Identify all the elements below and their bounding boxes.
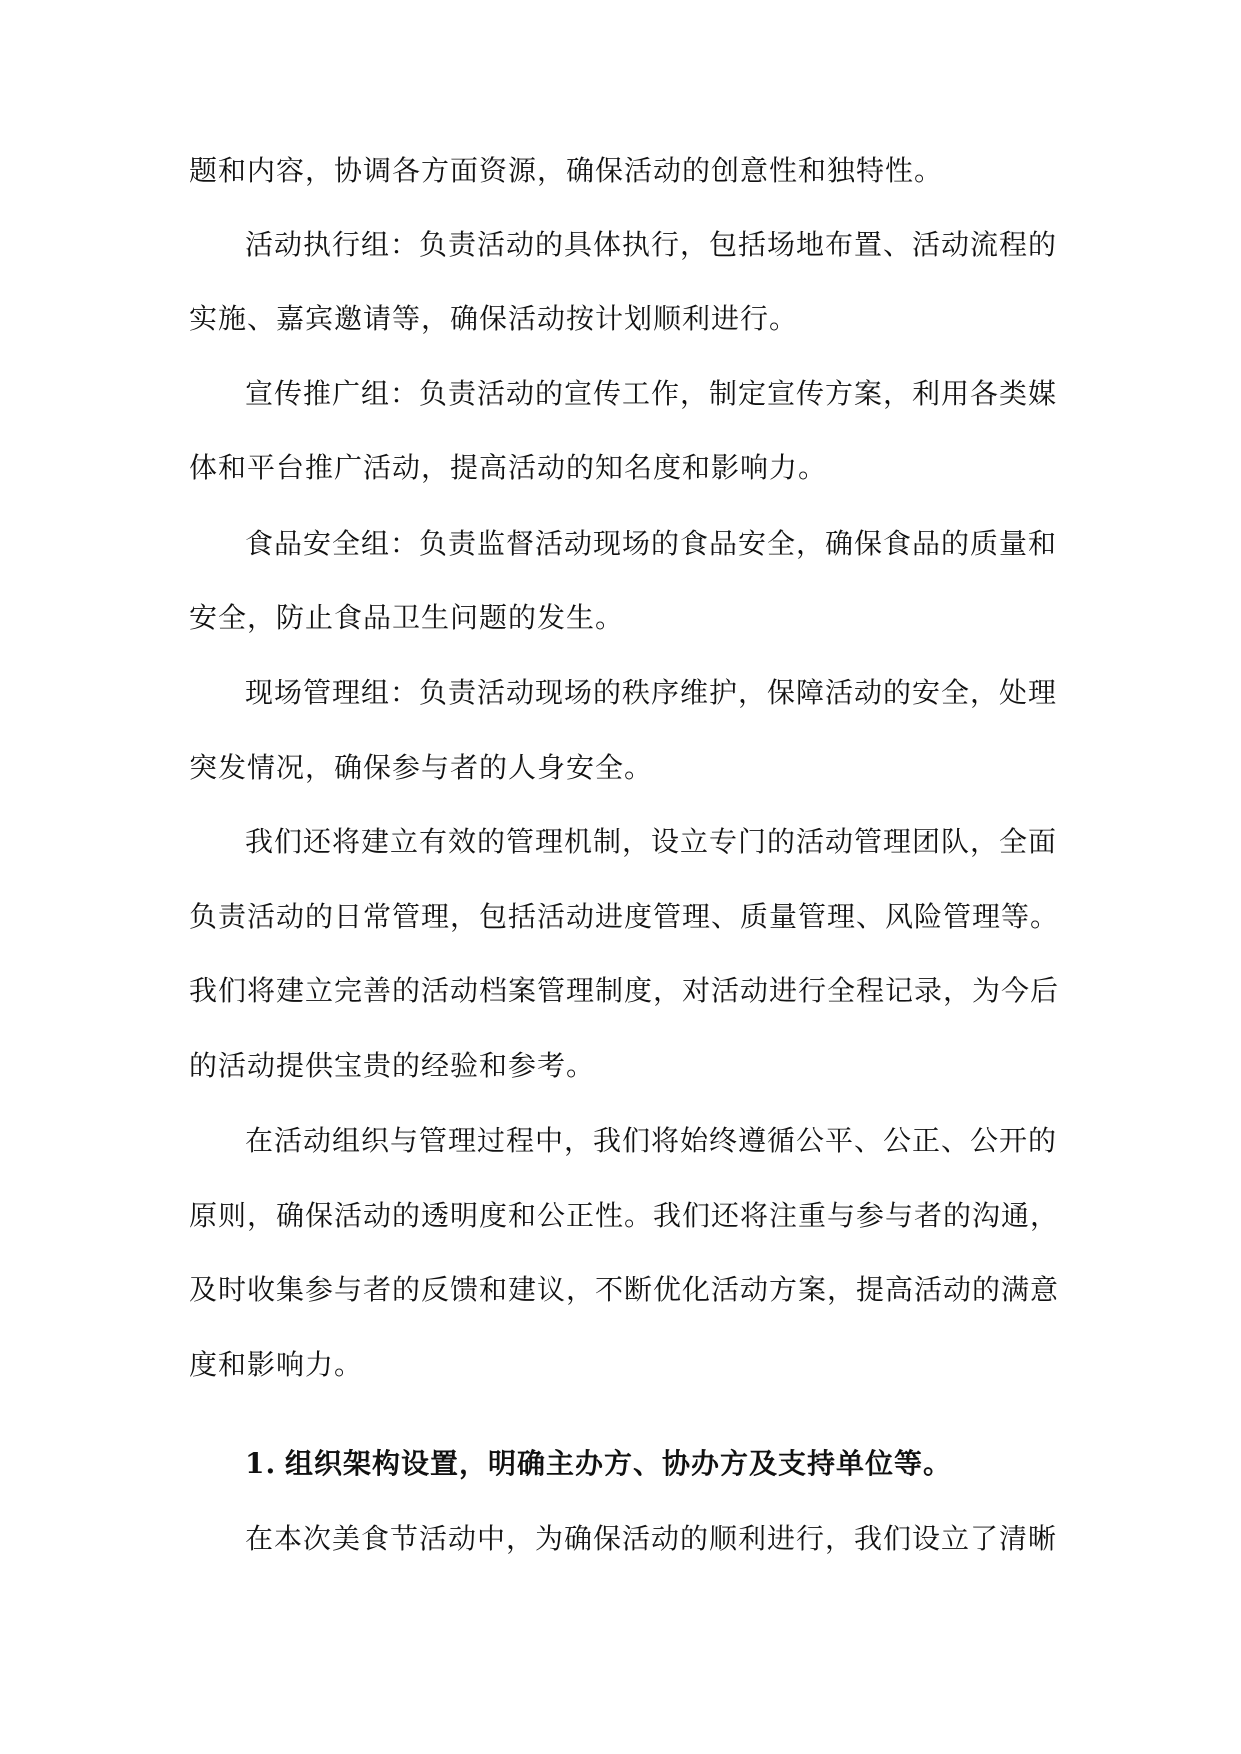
paragraph-line: 现场管理组：负责活动现场的秩序维护，保障活动的安全，处理: [245, 676, 1058, 709]
paragraph-line: 在本次美食节活动中，为确保活动的顺利进行，我们设立了清晰: [245, 1522, 1058, 1555]
paragraph-line: 题和内容，协调各方面资源，确保活动的创意性和独特性。: [189, 154, 944, 187]
paragraph-line: 活动执行组：负责活动的具体执行，包括场地布置、活动流程的: [245, 228, 1058, 261]
paragraph-line: 在活动组织与管理过程中，我们将始终遵循公平、公正、公开的: [245, 1124, 1058, 1157]
section-heading: [245, 1441, 1069, 1487]
section-heading-text: 组织架构设置，明确主办方、协办方及支持单位等。: [285, 1447, 953, 1480]
paragraph-line: 安全，防止食品卫生问题的发生。: [189, 601, 625, 634]
paragraph-line: 突发情况，确保参与者的人身安全。: [189, 751, 654, 784]
paragraph-line: 我们还将建立有效的管理机制，设立专门的活动管理团队，全面: [245, 825, 1058, 858]
paragraph-line: 食品安全组：负责监督活动现场的食品安全，确保食品的质量和: [245, 527, 1058, 560]
paragraph-line: 体和平台推广活动，提高活动的知名度和影响力。: [189, 451, 828, 484]
section-number: 1.: [245, 1447, 277, 1480]
paragraph-line: 实施、嘉宾邀请等，确保活动按计划顺利进行。: [189, 302, 799, 335]
paragraph-line: 宣传推广组：负责活动的宣传工作，制定宣传方案，利用各类媒: [245, 377, 1058, 410]
paragraph-line: 及时收集参与者的反馈和建议，不断优化活动方案，提高活动的满意: [189, 1273, 1060, 1306]
paragraph-line: 负责活动的日常管理，包括活动进度管理、质量管理、风险管理等。: [189, 900, 1060, 933]
paragraph-line: 度和影响力。: [189, 1348, 364, 1381]
paragraph-line: 我们将建立完善的活动档案管理制度，对活动进行全程记录，为今后: [189, 974, 1060, 1007]
paragraph-line: 原则，确保活动的透明度和公正性。我们还将注重与参与者的沟通，: [189, 1199, 1060, 1232]
paragraph-line: 的活动提供宝贵的经验和参考。: [189, 1049, 596, 1082]
